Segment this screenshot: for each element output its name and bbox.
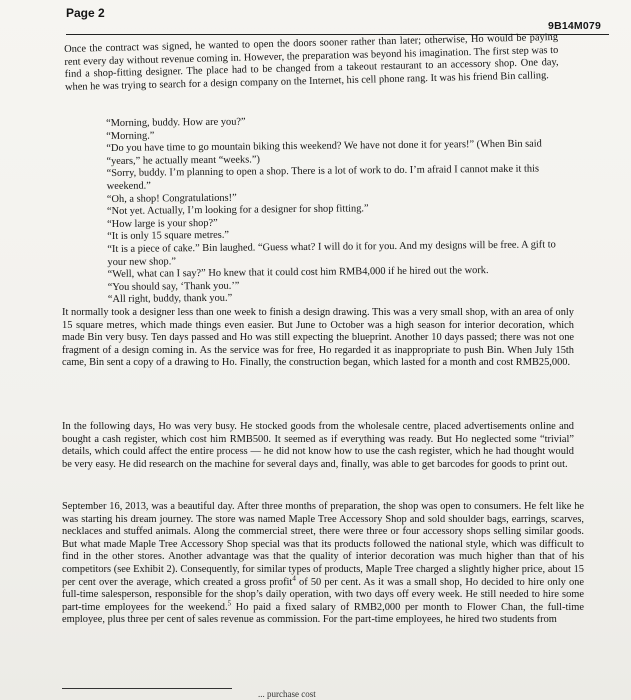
- dialog-line: “It is only 15 square metres.”: [107, 230, 230, 243]
- dialog-line: “Do you have time to go mountain biking this weekend? We have not done it for years!” (When Bin said “years,” he actually meant “weeks.”): [106, 138, 542, 167]
- page-label: Page 2: [66, 6, 105, 20]
- dialog-line: “Morning, buddy. How are you?”: [106, 116, 246, 129]
- paragraph-preparation: [62, 421, 574, 471]
- dialog-line: “All right, buddy, thank you.”: [107, 293, 233, 306]
- paragraph-designer: [62, 307, 574, 370]
- paragraph-text: It normally took a designer less than one week to finish a design drawing. This was a very small shop, with an area of only 15 square metres, which made things even easier. But June to October was a high season for interior decoration, which made Bin very busy. Ten days passed and Ho was still expecting the blueprint. Another 10 days passed; there was not one fragment of a design coming in. As the service was for free, Ho regarded it as inappropriate to push Bin. When July 15th came, Bin sent a copy of a drawing to Ho. Finally, the construction began, which lasted for a month and cost RMB25,000.: [62, 307, 574, 369]
- footnote-marker: 4: [292, 574, 296, 583]
- paragraph-opening: [62, 501, 584, 627]
- paragraph-text: In the following days, Ho was very busy. He stocked goods from the wholesale centre, placed advertisements online and bought a cash register, which cost him RMB500. It seemed as if everything was ready. But Ho neglected some “trivial” details, which could affect the entire process — he did not know how to use the cash register, which he had thought would be very easy. He did research on the machine for several days and, finally, was able to get barcodes for goods to print out.: [62, 421, 574, 470]
- footnote-marker: 5: [227, 599, 232, 608]
- footnote-rule: [62, 688, 232, 689]
- dialog-line: “Oh, a shop! Congratulations!”: [106, 192, 237, 205]
- dialog-line: “Well, what can I say?” Ho knew that it could cost him RMB4,000 if he hired out the work.: [107, 265, 489, 281]
- dialog-line: “It is a piece of cake.” Bin laughed. “Guess what? I will do it for you. And my designs will be free. A gift to your new shop.”: [107, 239, 556, 268]
- dialog-line: “You should say, ‘Thank you.’”: [107, 280, 240, 293]
- paragraph-segment: September 16, 2013, was a beautiful day. After three months of preparation, the shop was open to consumers. He felt like he was starting his dream journey. The store was named Maple Tree Accessory Shop and sold shoulder bags, earrings, scarves, necklaces and stuffed animals. Along the commercial street, there were three or four accessory shops selling similar goods. But what made Maple Tree Accessory Shop special was that its products followed the national style, which was difficult to find in the other stores. Another advantage was that the quality of interior decoration was much higher than that of his competitors (see Exhibit 2). Consequently, for similar types of products, Maple Tree charged a slightly higher price, about 15 per cent over the average, which created a gross profit: [62, 501, 584, 588]
- paragraph-contract: [64, 32, 559, 94]
- case-id: 9B14M079: [548, 20, 601, 32]
- dialog-line: “How large is your shop?”: [107, 217, 218, 230]
- paragraph-segment: Ho paid a fixed salary of RMB2,000 per month to Flower Chan, the full-time employee, plus three per cent of sales revenue as commission. For the part-time employees, he hired two students from: [62, 601, 584, 626]
- footnote-cut-text: ... purchase cost: [258, 689, 316, 699]
- paragraph-text: Once the contract was signed, he wanted to open the doors sooner rather than later; otherwise, Ho would be paying rent every day without revenue coming in. However, the preparation was beyond his imagination. The first step was to find a shop-fitting designer. The place had to be changed from a takeout restaurant to an accessory shop. One day, when he was trying to search for a design company on the Internet, his cell phone rang. It was his friend Bin calling.: [64, 31, 559, 93]
- paragraph-segment: of 50 per cent. As it was a small shop, Ho decided to hire only one full-time salesperson, responsible for the shop’s daily operation, with two days off every week. He still needed to hire some part-time employees for the weekend.: [62, 576, 584, 613]
- dialog-line: “Sorry, buddy. I’m planning to open a shop. There is a lot of work to do. I’m afraid I cannot make it this weekend.”: [106, 163, 540, 192]
- dialog-line: “Not yet. Actually, I’m looking for a designer for shop fitting.”: [106, 203, 369, 218]
- paragraph-text: [62, 501, 584, 627]
- dialog-line: “Morning.”: [106, 130, 155, 142]
- dialog-block: [106, 113, 560, 307]
